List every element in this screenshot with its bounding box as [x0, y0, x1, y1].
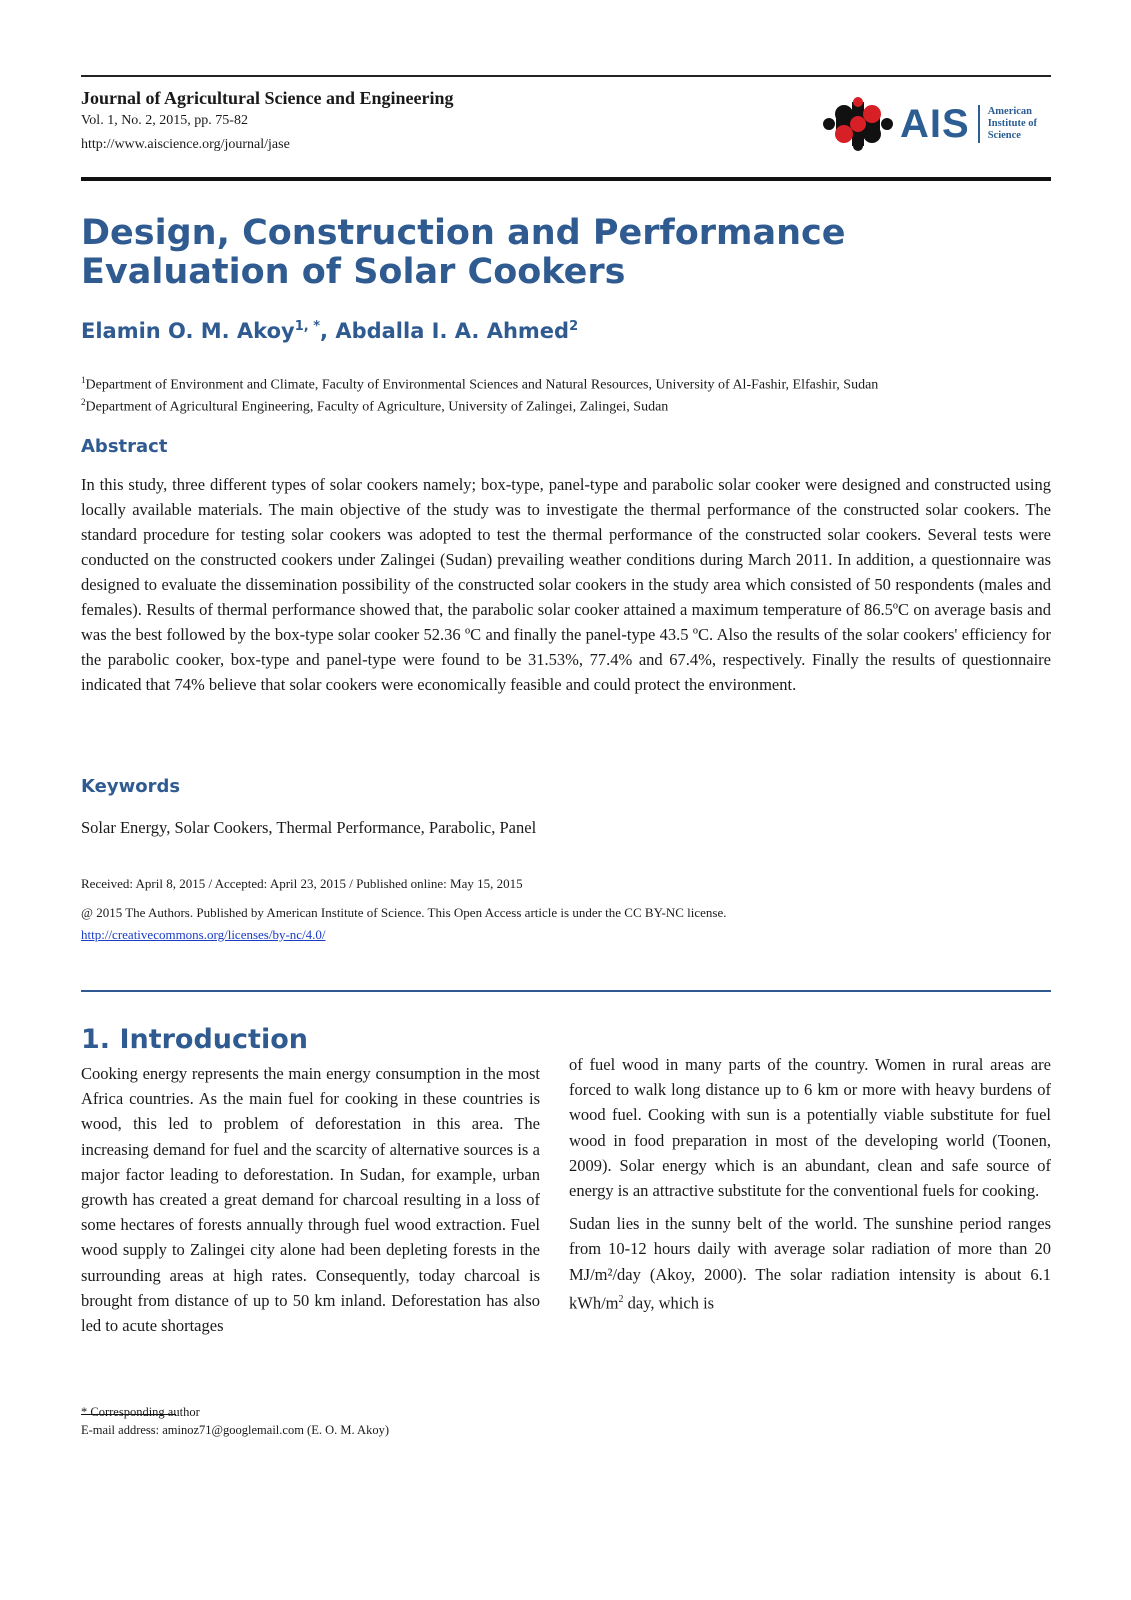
paper-title: Design, Construction and Performance Evaluation of Solar Cookers [81, 213, 846, 292]
section-divider [81, 990, 1051, 992]
license-link-row [81, 926, 326, 944]
author-superscript: 1, * [294, 319, 321, 334]
intro-paragraph: of fuel wood in many parts of the country. Women in rural areas are forced to walk long distance up to 6 km or more with heavy burdens of wood fuel. Cooking with sun is a potentially viable substitute for fuel wood in food preparation in most of the developing world (Toonen, 2009). Solar energy which is an abundant, clean and safe source of energy is an attractive substitute for the conventional fuels for cooking. [569, 1055, 1051, 1201]
header-top-rule [81, 75, 1051, 77]
left-column [81, 1061, 540, 1346]
affiliation-text: Department of Environment and Climate, Faculty of Environmental Sciences and Natural Resources, University of Al-Fashir, Elfashir, Sudan [85, 377, 879, 393]
abstract-text: In this study, three different types of solar cookers namely; box-type, panel-type and parabolic solar cooker were designed and constructed using locally available materials. The main objective of the study was to investigate the thermal performance of the constructed solar cookers. The standard procedure for testing solar cookers was adopted to test the thermal performance of the constructed solar cookers. Several tests were conducted on the constructed cookers under Zalingei (Sudan) prevailing weather conditions during March 2011. In addition, a questionnaire was designed to evaluate the dissemination possibility of the constructed solar cookers in the study area which consisted of 50 respondents (males and females). Results of thermal performance showed that, the parabolic solar cooker attained a maximum temperature of 86.5ºC on average basis and was the best followed by the box-type solar cooker 52.36 ºC and finally the panel-type 43.5 ºC. Also the results of the solar cookers' efficiency for the parabolic cooker, box-type and panel-type were found to be 31.53%, 77.4% and 67.4%, respectively. Finally the results of questionnaire indicated that 74% believe that solar cookers were economically feasible and could protect the environment. [81, 475, 1051, 694]
intro-paragraph: Cooking energy represents the main energy consumption in the most Africa countries. As the main fuel for cooking in these countries is wood, this led to problem of deforestation in this area. The increasing demand for fuel and the scarcity of alternative sources is a major factor leading to deforestation. In Sudan, for example, urban growth has created a great demand for charcoal resulting in a loss of some hectares of forests annually through fuel wood extraction. Fuel wood supply to Zalingei city alone had been depleting forests in the surrounding areas at high rates. Consequently, today charcoal is brought from distance of up to 50 km inland. Deforestation has also led to acute shortages [81, 1064, 540, 1336]
logo-sub-line: Science [987, 130, 1021, 141]
logo-sub-line: Institute of [987, 118, 1037, 129]
license-link[interactable]: http://creativecommons.org/licenses/by-nc/4.0/ [81, 927, 326, 942]
logo-sub-line: American [987, 106, 1033, 117]
article-dates: Received: April 8, 2015 / Accepted: April 23, 2015 / Published online: May 15, 2015 [81, 876, 523, 891]
right-column [569, 1052, 1051, 1324]
ais-molecule-logo-icon [822, 96, 894, 152]
affiliation-number: 2 [81, 397, 86, 407]
corresponding-author-note: * Corresponding author [81, 1405, 200, 1419]
journal-header [81, 87, 454, 157]
author-superscript: 2 [569, 319, 579, 334]
author-name: Elamin O. M. Akoy [81, 319, 295, 343]
journal-title: Journal of Agricultural Science and Engineering [81, 88, 454, 108]
journal-url[interactable]: http://www.aiscience.org/journal/jase [81, 137, 290, 152]
license-text: @ 2015 The Authors. Published by American Institute of Science. This Open Access article is under the CC BY-NC license. [81, 905, 727, 920]
author-name: Abdalla I. A. Ahmed [335, 319, 570, 343]
journal-volume: Vol. 1, No. 2, 2015, pp. 75-82 [81, 113, 248, 128]
affiliation-text: Department of Agricultural Engineering, Faculty of Agriculture, University of Zalingei, Zalingei, Sudan [85, 399, 669, 415]
header-bottom-rule [81, 177, 1051, 181]
intro-text-segment: Sudan lies in the sunny belt of the world. The sunshine period ranges from 10-12 hours daily with average solar radiation of more than 20 MJ/m²/day (Akoy, 2000). The solar radiation intensity is about 6.1 kWh/m [569, 1214, 1051, 1313]
paper-page [81, 0, 1051, 1600]
logo-divider [978, 105, 980, 143]
author-list [81, 319, 578, 343]
author-email-note: E-mail address: aminoz71@googlemail.com (E. O. M. Akoy) [81, 1423, 389, 1437]
intro-superscript: 2 [618, 1293, 624, 1305]
affiliation [81, 393, 668, 417]
ais-logo [822, 96, 1037, 152]
affiliation-number: 1 [81, 375, 86, 385]
author-separator: , [320, 319, 336, 343]
introduction-heading: 1. Introduction [81, 1024, 308, 1055]
logo-brand: AIS [900, 101, 970, 146]
abstract-heading: Abstract [81, 436, 168, 457]
intro-paragraph [569, 1211, 1051, 1315]
intro-text-segment: day, which is [623, 1293, 715, 1313]
affiliation [81, 371, 878, 395]
keywords-text: Solar Energy, Solar Cookers, Thermal Performance, Parabolic, Panel [81, 818, 537, 837]
logo-subtitle [988, 106, 1037, 142]
keywords-heading: Keywords [81, 776, 181, 797]
